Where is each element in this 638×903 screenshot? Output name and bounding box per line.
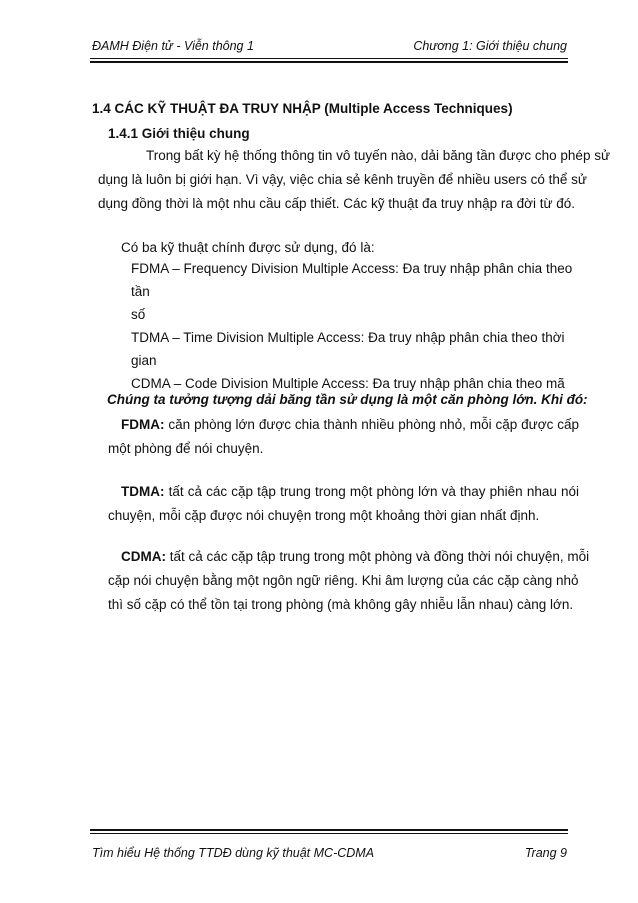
tdma-block xyxy=(108,480,579,528)
page-number: Trang 9 xyxy=(524,846,567,860)
techniques-list xyxy=(131,257,581,395)
footer-rule-thick xyxy=(90,829,568,831)
fdma-line1: căn phòng lớn được chia thành nhiều phòng nhỏ, mỗi cặp được cấp xyxy=(164,417,579,432)
cdma-line2: cặp nói chuyện bằng một ngôn ngữ riêng. Khi âm lượng của các cặp càng nhỏ xyxy=(108,573,579,588)
paragraph-line: Trong bất kỳ hệ thống thông tin vô tuyến nào, dải băng tần được cho phép sử xyxy=(146,148,610,163)
header-rule-thin xyxy=(90,58,568,59)
tdma-label: TDMA: xyxy=(121,484,165,499)
cdma-line3: thì số cặp có thể tồn tại trong phòng (mà không gây nhiễu lẫn nhau) càng lớn. xyxy=(108,597,574,612)
footer-rule-thin xyxy=(90,833,568,834)
list-item: CDMA – Code Division Multiple Access: Đa truy nhập phân chia theo mã xyxy=(131,376,565,391)
paragraph-line: dụng đồng thời là một nhu cầu cấp thiết. Các kỹ thuật đa truy nhập ra đời từ đó. xyxy=(98,196,576,211)
cdma-line1: tất cả các cặp tập trung trong một phòng và đồng thời nói chuyện, mỗi xyxy=(166,549,590,564)
subsection-title: 1.4.1 Giới thiệu chung xyxy=(108,126,250,141)
cdma-block xyxy=(108,545,590,617)
paragraph-line: dụng là luôn bị giới hạn. Vì vậy, việc chia sẻ kênh truyền để nhiều users có thể sử xyxy=(98,172,587,187)
fdma-label: FDMA: xyxy=(121,417,165,432)
tdma-line1: tất cả các cặp tập trung trong một phòng lớn và thay phiên nhau nói xyxy=(164,484,579,499)
footer-left-text: Tìm hiểu Hệ thống TTDĐ dùng kỹ thuật MC-CDMA xyxy=(92,846,375,860)
analogy-heading: Chúng ta tưởng tượng dải băng tần sử dụng là một căn phòng lớn. Khi đó: xyxy=(107,392,588,407)
header-left-text: ĐAMH Điện tử - Viễn thông 1 xyxy=(92,39,254,53)
fdma-line2: một phòng để nói chuyện. xyxy=(108,441,264,456)
fdma-block xyxy=(108,413,579,461)
header-rule-thick xyxy=(90,61,568,63)
list-item: FDMA – Frequency Division Multiple Access: Đa truy nhập phân chia theo tần xyxy=(131,261,573,299)
intro-paragraph xyxy=(98,144,610,216)
section-title: 1.4 CÁC KỸ THUẬT ĐA TRUY NHẬP (Multiple Access Techniques) xyxy=(92,101,513,116)
cdma-label: CDMA: xyxy=(121,549,166,564)
techniques-intro: Có ba kỹ thuật chính được sử dụng, đó là: xyxy=(121,240,375,255)
tdma-line2: chuyện, mỗi cặp được nói chuyện trong một khoảng thời gian nhất định. xyxy=(108,508,540,523)
list-item: số xyxy=(131,307,146,322)
list-item: TDMA – Time Division Multiple Access: Đa truy nhập phân chia theo thời gian xyxy=(131,330,565,368)
header-right-text: Chương 1: Giới thiệu chung xyxy=(413,39,567,53)
